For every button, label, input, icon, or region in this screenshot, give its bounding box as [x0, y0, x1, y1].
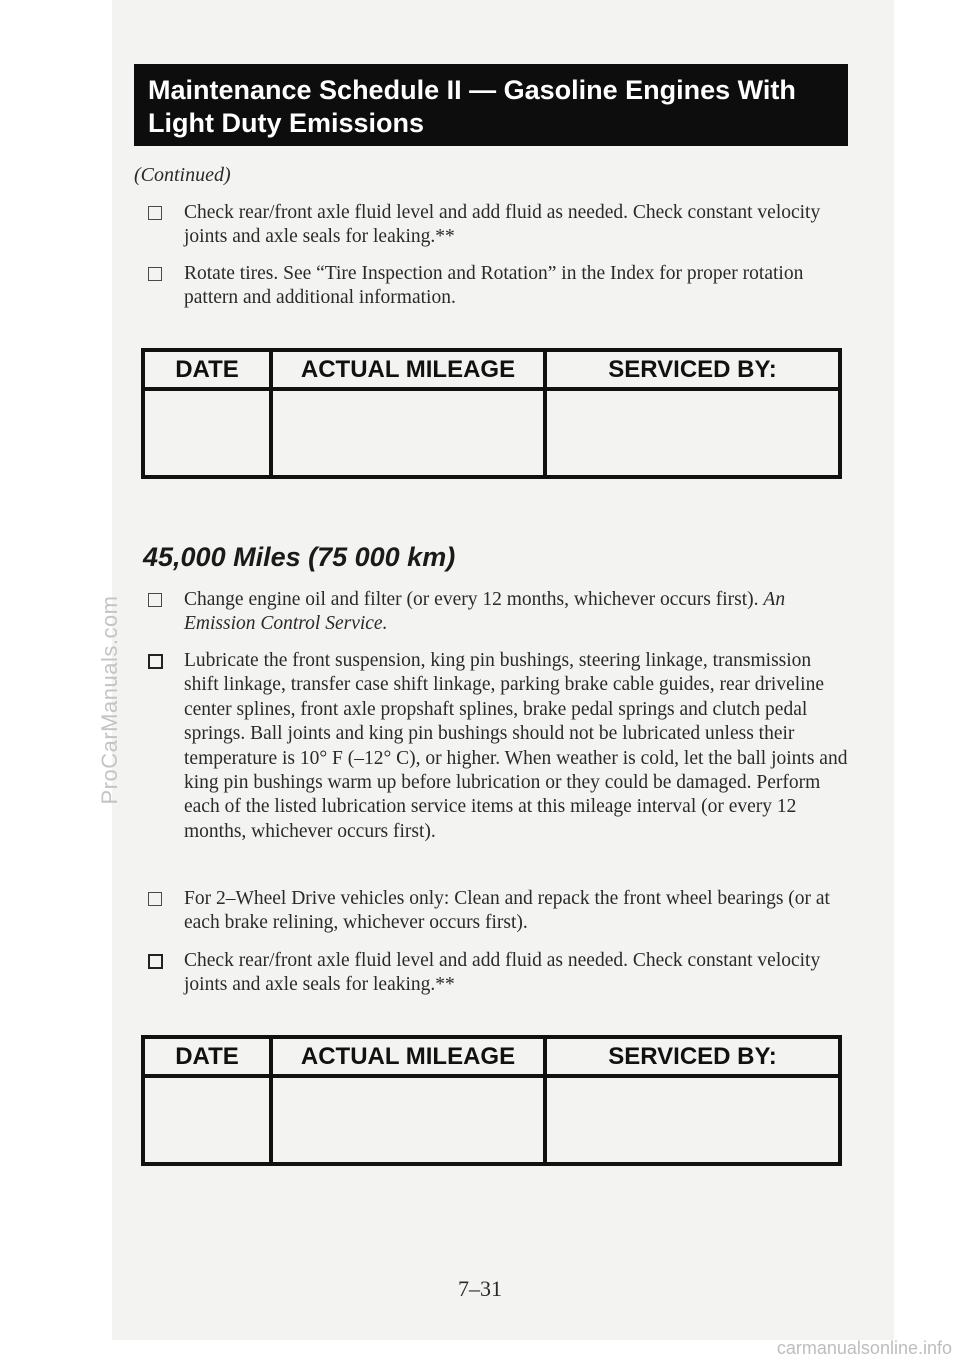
table-header-row — [143, 350, 840, 389]
actual-mileage-cell[interactable] — [271, 1076, 545, 1164]
checklist-item — [148, 887, 848, 936]
emission-control-note: An Emission Control Service. — [184, 589, 786, 635]
table-row — [143, 389, 840, 477]
serviced-by-header: SERVICED BY: — [545, 350, 840, 389]
actual-mileage-header: ACTUAL MILEAGE — [271, 1037, 545, 1076]
date-header: DATE — [143, 350, 271, 389]
date-cell[interactable] — [143, 389, 271, 477]
checkbox-icon[interactable] — [148, 954, 163, 969]
item-text: Check rear/front axle fluid level and add fluid as needed. Check constant velocity joints and axle seals for leaking.** — [184, 202, 821, 248]
table-header-row — [143, 1037, 840, 1076]
actual-mileage-header: ACTUAL MILEAGE — [271, 350, 545, 389]
item-text: Lubricate the front suspension, king pin bushings, steering linkage, transmission shift linkage, transfer case shift linkage, parking brake cable guides, rear driveline center splines, front axle propshaft splines, brake pedal springs and clutch pedal springs. Ball joints and king pin bushings should not be lubricated unless their temperature is 10° F (–12° C), or higher. When weather is cold, let the ball joints and king pin bushings warm up before lubrication or they could be damaged. Perform each of the listed lubrication service items at this mileage interval (or every 12 months, whichever occurs first). — [184, 650, 848, 842]
header-title-line2: Light Duty Emissions — [148, 108, 425, 138]
service-log-table — [141, 348, 842, 479]
checkbox-icon[interactable] — [148, 267, 162, 281]
page-number: 7–31 — [458, 1276, 502, 1301]
checklist-item — [148, 262, 848, 311]
item-text: Rotate tires. See “Tire Inspection and Rotation” in the Index for proper rotation pattern and additional information. — [184, 263, 804, 309]
item-text — [184, 588, 848, 637]
item-text: For 2–Wheel Drive vehicles only: Clean and repack the front wheel bearings (or at each brake relining, whichever occurs first). — [184, 888, 830, 934]
checkbox-icon[interactable] — [148, 892, 162, 906]
serviced-by-header: SERVICED BY: — [545, 1037, 840, 1076]
checkbox-icon[interactable] — [148, 593, 162, 607]
item-text: Check rear/front axle fluid level and add fluid as needed. Check constant velocity joints and axle seals for leaking.** — [184, 950, 821, 996]
checklist-item — [148, 649, 848, 844]
checkbox-icon[interactable] — [148, 654, 163, 669]
checklist-item — [148, 949, 848, 998]
continued-note: (Continued) — [134, 164, 231, 186]
actual-mileage-cell[interactable] — [271, 389, 545, 477]
footer-watermark: carmanualsonline.info — [776, 1338, 952, 1358]
header-title-line1: Maintenance Schedule II — Gasoline Engines With — [148, 75, 796, 105]
date-cell[interactable] — [143, 1076, 271, 1164]
serviced-by-cell[interactable] — [545, 389, 840, 477]
checklist-item — [148, 588, 848, 637]
mileage-heading: 45,000 Miles (75 000 km) — [143, 542, 456, 572]
section-header-bar — [134, 64, 848, 146]
serviced-by-cell[interactable] — [545, 1076, 840, 1164]
checkbox-icon[interactable] — [148, 206, 162, 220]
service-log-table — [141, 1035, 842, 1166]
item-text-main: Change engine oil and filter (or every 12 months, whichever occurs first). — [184, 589, 759, 610]
side-watermark: ProCarManuals.com — [97, 595, 122, 805]
table-row — [143, 1076, 840, 1164]
date-header: DATE — [143, 1037, 271, 1076]
checklist-item — [148, 201, 848, 250]
